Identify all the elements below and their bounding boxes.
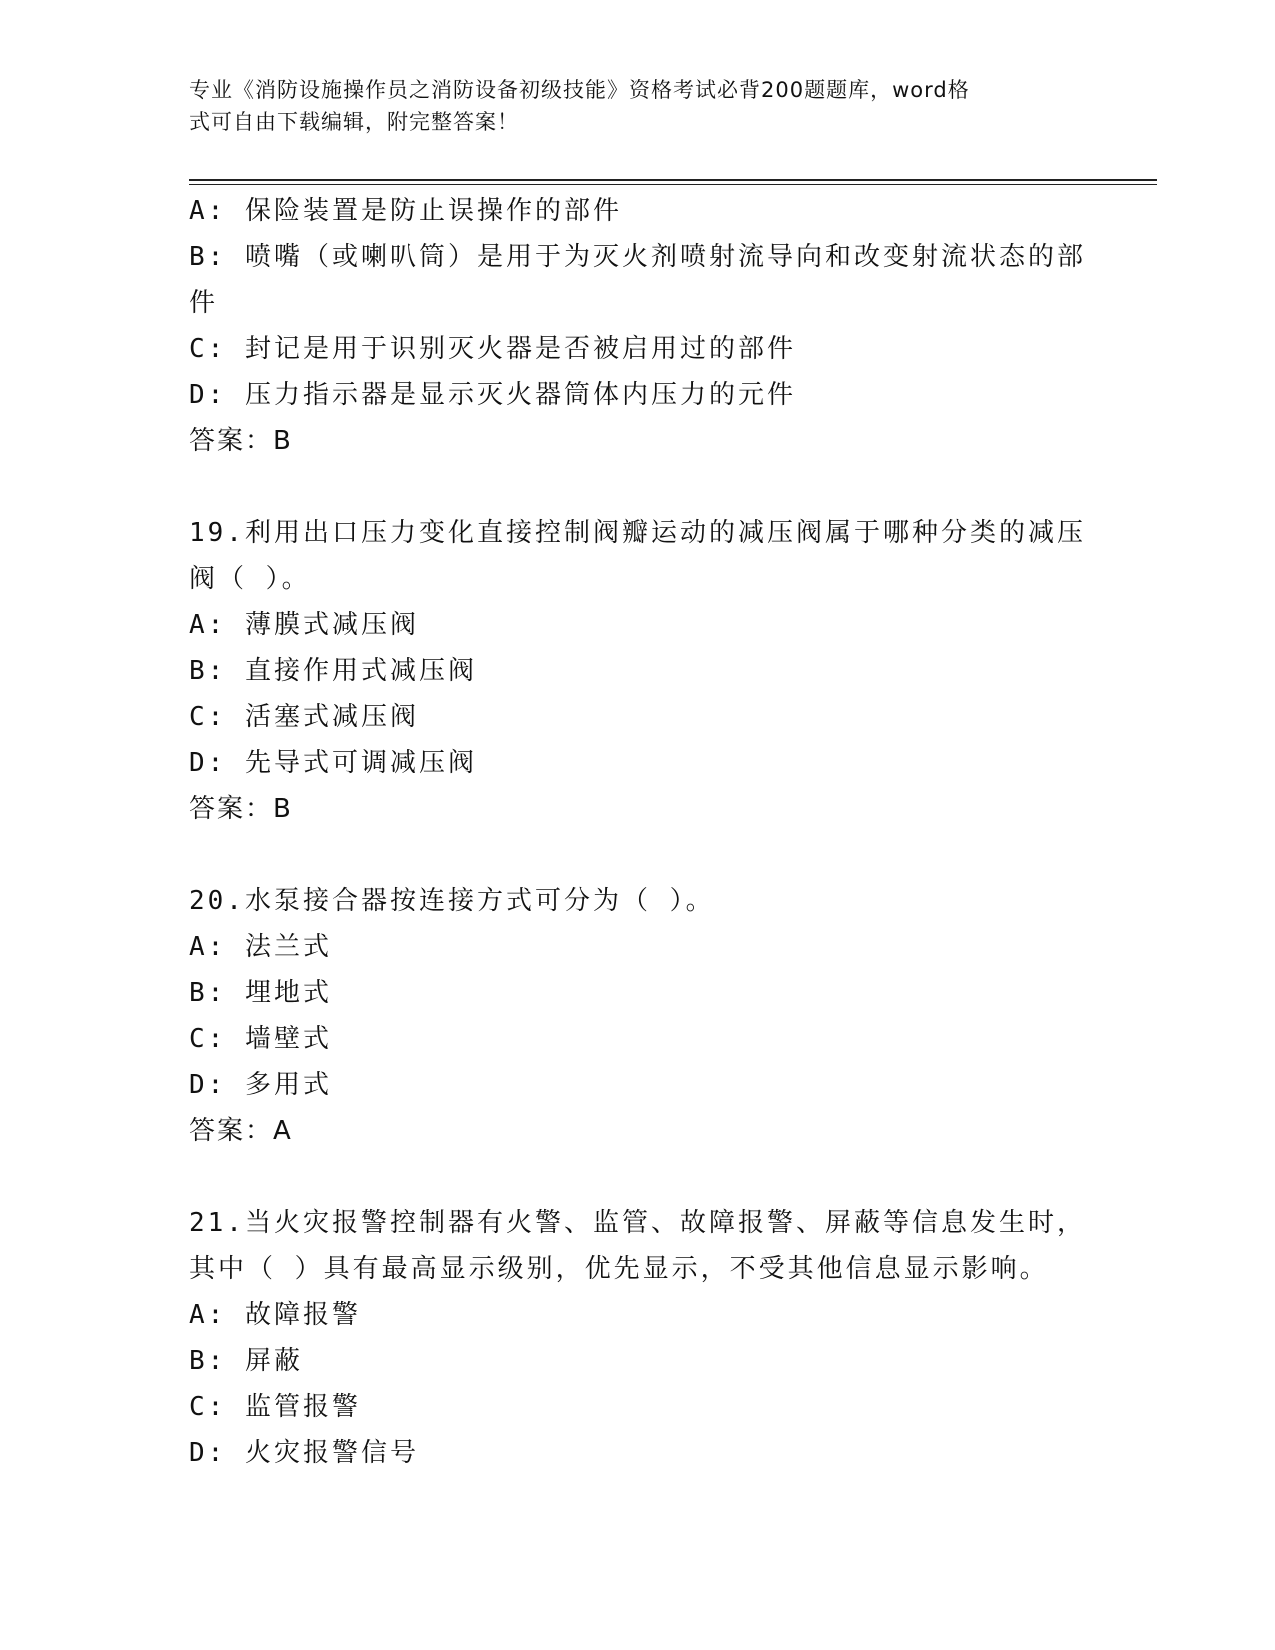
question-block-prev <box>189 188 1089 464</box>
option-b: B: 屏蔽 <box>189 1346 303 1376</box>
option-b: B: 喷嘴（或喇叭筒）是用于为灭火剂喷射流导向和改变射流状态的部 <box>189 242 1086 272</box>
option-b-continued: 件 <box>189 288 219 318</box>
question-block-19 <box>189 510 1089 832</box>
option-c: C: 监管报警 <box>189 1392 361 1422</box>
question-stem-line-1: 19.利用出口压力变化直接控制阀瓣运动的减压阀属于哪种分类的减压 <box>189 518 1086 548</box>
header-title-line-2: 式可自由下载编辑，附完整答案！ <box>189 110 519 134</box>
question-list <box>189 188 1089 1476</box>
option-a: A: 薄膜式减压阀 <box>189 610 419 640</box>
header-divider-thick <box>189 179 1157 181</box>
option-b: B: 埋地式 <box>189 978 332 1008</box>
option-d: D: 多用式 <box>189 1070 332 1100</box>
question-stem-line-2: 阀（ ）。 <box>189 564 311 594</box>
option-c: C: 墙壁式 <box>189 1024 332 1054</box>
document-header <box>189 74 1069 138</box>
question-block-20 <box>189 878 1089 1154</box>
question-stem-line-1: 21.当火灾报警控制器有火警、监管、故障报警、屏蔽等信息发生时， <box>189 1208 1086 1238</box>
header-title-line-1: 专业《消防设施操作员之消防设备初级技能》资格考试必背200题题库，word格 <box>189 78 970 102</box>
option-a: A: 法兰式 <box>189 932 332 962</box>
option-a: A: 故障报警 <box>189 1300 361 1330</box>
answer-label: 答案：B <box>189 426 293 456</box>
option-b: B: 直接作用式减压阀 <box>189 656 477 686</box>
header-divider-thin <box>189 184 1157 185</box>
option-a: A: 保险装置是防止误操作的部件 <box>189 196 622 226</box>
option-c: C: 封记是用于识别灭火器是否被启用过的部件 <box>189 334 796 364</box>
question-block-21 <box>189 1200 1089 1476</box>
option-d: D: 先导式可调减压阀 <box>189 748 477 778</box>
answer-label: 答案：A <box>189 1116 293 1146</box>
question-stem-line-1: 20.水泵接合器按连接方式可分为（ ）。 <box>189 886 715 916</box>
option-c: C: 活塞式减压阀 <box>189 702 419 732</box>
option-d: D: 压力指示器是显示灭火器筒体内压力的元件 <box>189 380 796 410</box>
question-stem-line-2: 其中（ ）具有最高显示级别，优先显示，不受其他信息显示影响。 <box>189 1254 1049 1284</box>
answer-label: 答案：B <box>189 794 293 824</box>
option-d: D: 火灾报警信号 <box>189 1438 419 1468</box>
